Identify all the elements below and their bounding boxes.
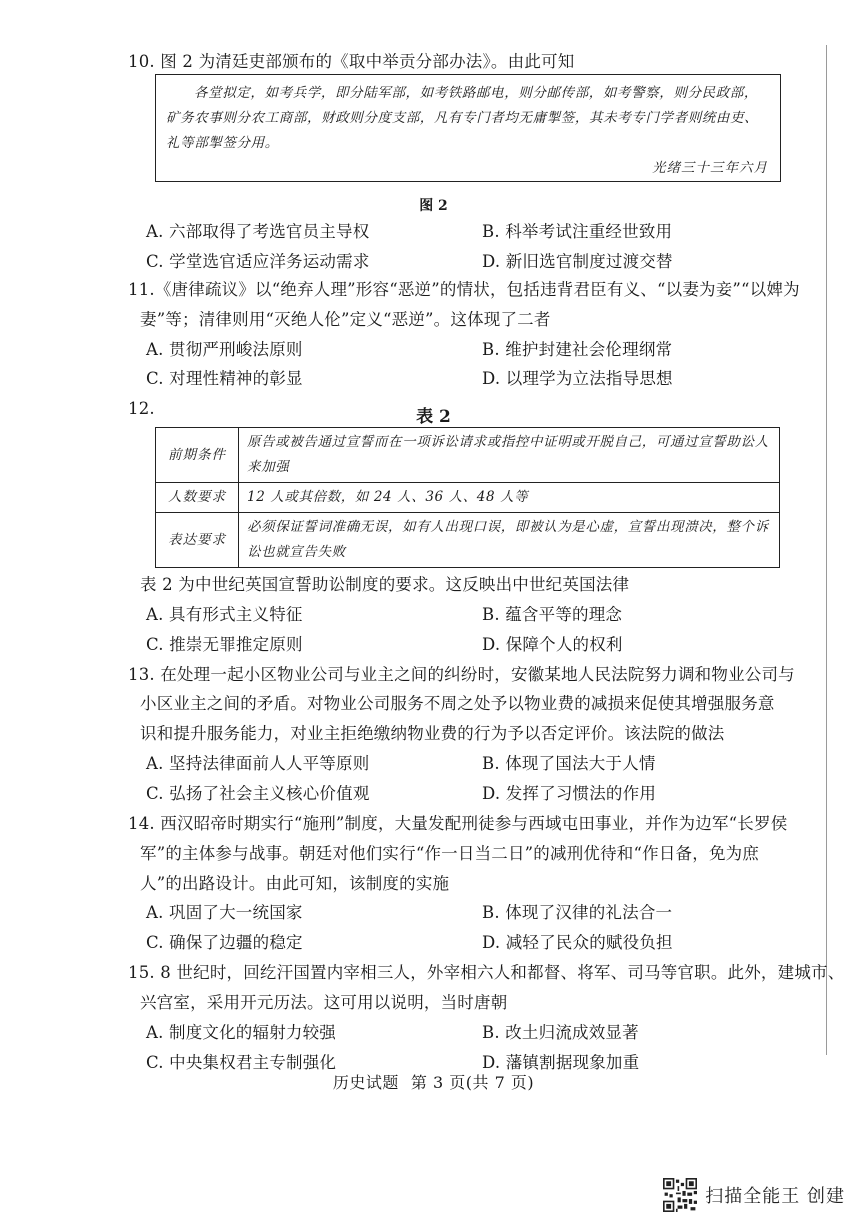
q14-stem-line: 14. 西汉昭帝时期实行“施刑”制度，大量发配刑徒参与西域屯田事业，并作为边军“长罗侯: [128, 814, 788, 833]
q13-stem-line: 小区业主之间的矛盾。对物业公司服务不周之处予以物业费的减损来促使其增强服务意: [140, 694, 775, 713]
q14-option-c[interactable]: C. 确保了边疆的稳定: [146, 933, 303, 952]
q13-option-b[interactable]: B. 体现了国法大于人情: [482, 754, 656, 773]
q10-option-b[interactable]: B. 科举考试注重经世致用: [482, 222, 673, 241]
footer-page-number: 第 3 页(共 7 页): [410, 1073, 535, 1092]
table-row: [156, 513, 780, 568]
q11-stem-line: 妻”等；清律则用“灭绝人伦”定义“恶逆”。这体现了二者: [140, 310, 551, 329]
q11-option-d[interactable]: D. 以理学为立法指导思想: [482, 369, 673, 388]
q10-quote-line: 各堂拟定，如考兵学，即分陆军部，如考铁路邮电，则分邮传部，如考警察，则分民政部，矿务农: [166, 85, 758, 126]
table-row: [156, 428, 780, 483]
q15-option-d[interactable]: D. 藩镇割据现象加重: [482, 1053, 640, 1072]
q14-option-d[interactable]: D. 减轻了民众的赋役负担: [482, 933, 673, 952]
q11-option-a[interactable]: A. 贯彻严刑峻法原则: [146, 340, 303, 359]
q10-quote-signature: 光绪三十三年六月: [652, 160, 768, 176]
q11-stem-line: 11.《唐律疏议》以“绝弃人理”形容“恶逆”的情状，包括违背君臣有义、“以妻为妾”“以婢为: [128, 280, 800, 299]
q10-option-c[interactable]: C. 学堂选官适应洋务运动需求: [146, 252, 370, 271]
q14-stem-line: 军”的主体参与战事。朝廷对他们实行“作一日当二日”的减刑优待和“作日备，免为庶: [140, 844, 760, 863]
page-footer: [0, 1070, 867, 1093]
q14-option-a[interactable]: A. 巩固了大一统国家: [146, 903, 303, 922]
q10-quote-line: 事则分农工商部，财政则分度支部，凡有专门者均无庸掣签，其未考专门学者则统由吏、礼等部掣签: [166, 110, 759, 151]
q11-option-b[interactable]: B. 维护封建社会伦理纲常: [482, 340, 673, 359]
q13-stem-line: 13. 在处理一起小区物业公司与业主之间的纠纷时，安徽某地人民法院努力调和物业公司与: [128, 665, 795, 684]
table-cell: 必须保证誓词准确无误，如有人出现口误，即被认为是心虚，宣誓出现溃决，整个诉讼也就宣告失败: [239, 513, 780, 568]
table-cell: 12 人或其倍数，如 24 人、36 人、48 人等: [239, 483, 780, 513]
q10-quote-line: 分用。: [236, 135, 279, 151]
table-title: 表 2: [416, 407, 451, 427]
q10-quote-box: [155, 74, 781, 182]
scanner-watermark-text: 扫描全能王 创建: [705, 1186, 845, 1207]
table-header-cell: 前期条件: [156, 428, 239, 483]
qr-code-icon: [663, 1178, 697, 1212]
q15-option-c[interactable]: C. 中央集权君主专制强化: [146, 1053, 337, 1072]
q12-stem: 表 2 为中世纪英国宣誓助讼制度的要求。这反映出中世纪英国法律: [140, 575, 630, 594]
q12-table: [155, 427, 780, 568]
q15-stem-line: 兴宫室，采用开元历法。这可用以说明，当时唐朝: [140, 993, 508, 1012]
q14-stem-line: 人”的出路设计。由此可知，该制度的实施: [140, 874, 450, 893]
footer-subject: 历史试题: [332, 1073, 399, 1092]
table-row: [156, 483, 780, 513]
table-header-cell: 人数要求: [156, 483, 239, 513]
q13-stem-line: 识和提升服务能力，对业主拒绝缴纳物业费的行为予以否定评价。该法院的做法: [140, 724, 725, 743]
q12-option-d[interactable]: D. 保障个人的权利: [482, 635, 623, 654]
figure-caption: 图 2: [419, 198, 448, 214]
q14-option-b[interactable]: B. 体现了汉律的礼法合一: [482, 903, 673, 922]
q15-option-b[interactable]: B. 改土归流成效显著: [482, 1023, 639, 1042]
q10-quote-text: [166, 81, 770, 156]
table-header-cell: 表达要求: [156, 513, 239, 568]
q12-option-b[interactable]: B. 蕴含平等的理念: [482, 605, 623, 624]
q12-option-a[interactable]: A. 具有形式主义特征: [146, 605, 303, 624]
q13-option-c[interactable]: C. 弘扬了社会主义核心价值观: [146, 784, 370, 803]
q12-option-c[interactable]: C. 推崇无罪推定原则: [146, 635, 303, 654]
scanner-watermark: [663, 1178, 845, 1212]
q10-stem: 10. 图 2 为清廷吏部颁布的《取中举贡分部办法》。由此可知: [128, 52, 575, 71]
q11-option-c[interactable]: C. 对理性精神的彰显: [146, 369, 303, 388]
q13-option-a[interactable]: A. 坚持法律面前人人平等原则: [146, 754, 370, 773]
table-cell: 原告或被告通过宣誓而在一项诉讼请求或指控中证明或开脱自己，可通过宣誓助讼人来加强: [239, 428, 780, 483]
q10-option-d[interactable]: D. 新旧选官制度过渡交替: [482, 252, 673, 271]
q15-stem-line: 15. 8 世纪时，回纥汗国置内宰相三人，外宰相六人和都督、将军、司马等官职。此外，建城市、: [128, 963, 845, 982]
q10-option-a[interactable]: A. 六部取得了考选官员主导权: [146, 222, 370, 241]
q12-number: 12.: [128, 399, 155, 418]
q15-option-a[interactable]: A. 制度文化的辐射力较强: [146, 1023, 337, 1042]
q13-option-d[interactable]: D. 发挥了习惯法的作用: [482, 784, 657, 803]
